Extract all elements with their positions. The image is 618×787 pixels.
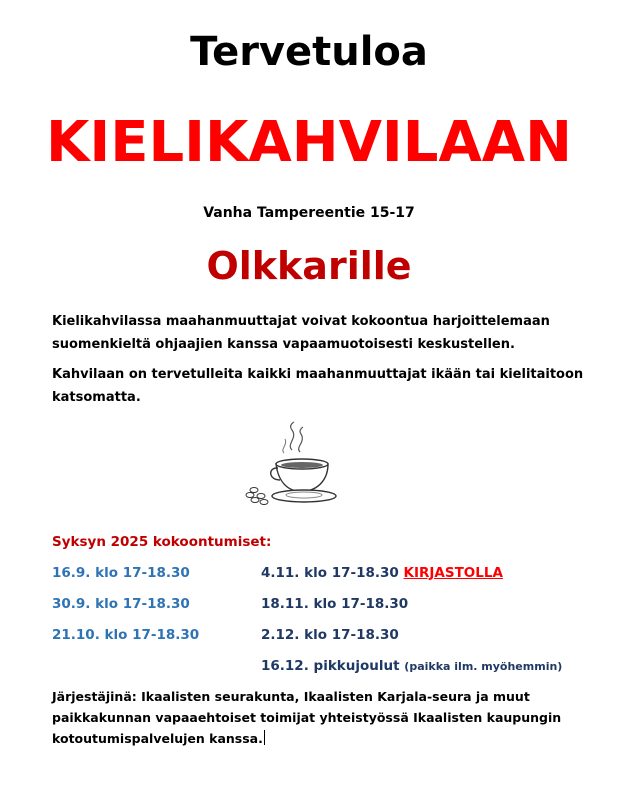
text-cursor [264,730,265,745]
intro-paragraph-2: Kahvilaan on tervetulleita kaikki maahanmuuttajat ikään tai kielitaitoon katsomatta. [52,367,584,405]
schedule-date-library [261,563,503,583]
schedule-date: 16.9. klo 17-18.30 [52,565,190,581]
organizer-text [52,686,582,749]
schedule-date: 18.11. klo 17-18.30 [261,596,409,612]
library-link[interactable]: KIRJASTOLLA [403,565,503,581]
schedule-date: 2.12. klo 17-18.30 [261,627,399,643]
schedule-heading: Syksyn 2025 kokoontumiset: [52,534,272,550]
headline-title: KIELIKAHVILAAN [45,110,572,175]
location-note: (paikka ilm. myöhemmin) [404,660,563,673]
schedule-christmas-party [261,656,562,677]
schedule-date: 30.9. klo 17-18.30 [52,596,190,612]
intro-paragraph-1: Kielikahvilassa maahanmuuttajat voivat kokoontua harjoittelemaan suomenkieltä ohjaajien kanssa vapaamuotoisesti keskustellen. [52,314,550,352]
schedule-date-text: 16.12. pikkujoulut [261,658,405,674]
schedule-date-text: 4.11. klo 17-18.30 [261,565,404,581]
schedule-date: 21.10. klo 17-18.30 [52,627,200,643]
place-title: Olkkarille [206,244,412,288]
greeting-title: Tervetuloa [190,29,428,75]
coffee-cup-icon [240,420,338,518]
address-text: Vanha Tampereentie 15-17 [203,205,415,221]
organizer-text-content: Järjestäjinä: Ikaalisten seurakunta, Ikaalisten Karjala-seura ja muut paikkakunnan vapaaehtoiset toimijat yhteistyössä Ikaalisten kaupungin kotoutumispalvelujen kanssa. [52,689,562,746]
